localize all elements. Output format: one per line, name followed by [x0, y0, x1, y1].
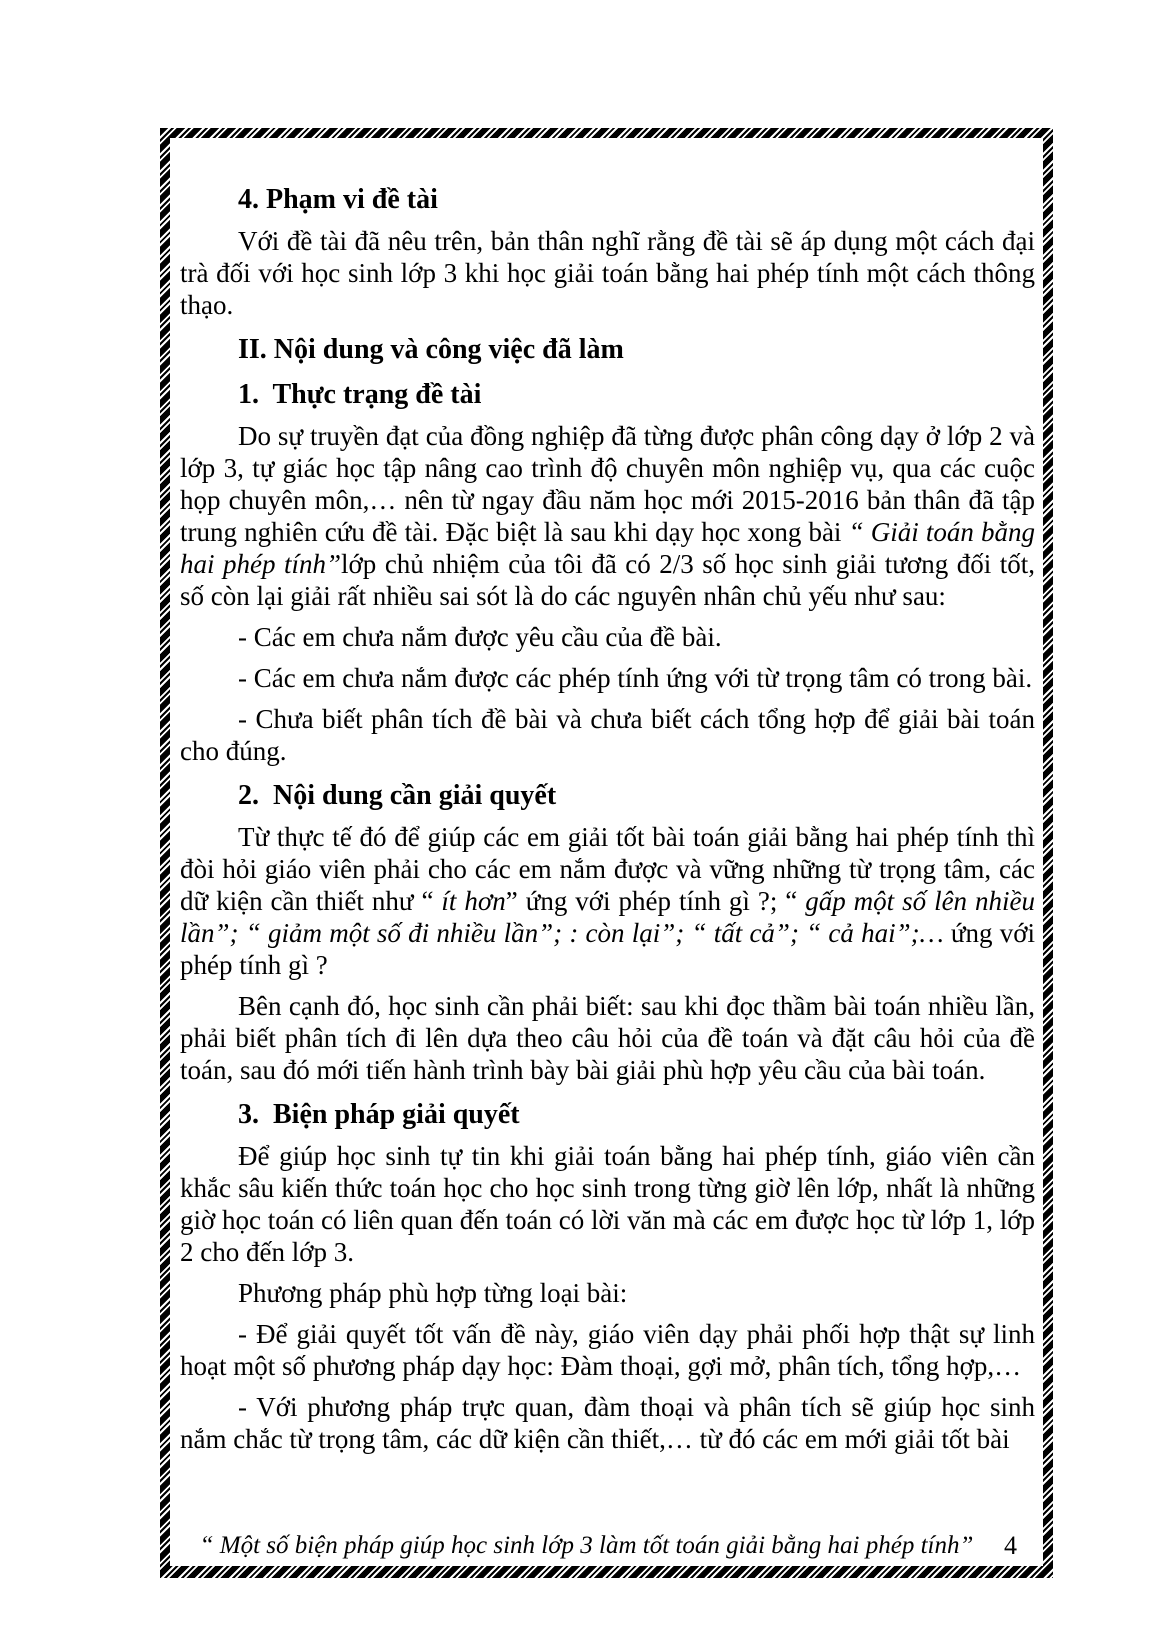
page-footer	[194, 1531, 1019, 1561]
paragraph-scope: Với đề tài đã nêu trên, bản thân nghĩ rằng đề tài sẽ áp dụng một cách đại trà đối với học sinh lớp 3 khi học giải toán bằng hai phép tính một cách thông thạo.	[180, 226, 1035, 320]
text-run: lớp chủ nhiệm của tôi đã có 2/3 số học sinh giải tương đối tốt, số còn lại giải rất nhiều sai sót là do các nguyên nhân chủ yếu như sau:	[180, 549, 1035, 611]
text-run: Từ thực tế đó để giúp các em giải tốt bài toán giải bằng hai phép tính thì đòi hỏi giáo viên phải cho các em nắm được và vững những từ trọng tâm, các dữ kiện cần thiết như “	[180, 822, 1035, 916]
heading-bien-phap-giai-quyet: 3. Biện pháp giải quyết	[238, 1099, 520, 1130]
bullet-item: - Để giải quyết tốt vấn đề này, giáo viên dạy phải phối hợp thật sự linh hoạt một số phương pháp dạy học: Đàm thoại, gợi mở, phân tích, tổng hợp,…	[180, 1319, 1035, 1381]
paragraph-giai-quyet	[180, 821, 1035, 981]
text-run: ” ứng với phép tính gì ?; “	[505, 886, 806, 916]
bullet-item: - Các em chưa nắm được các phép tính ứng với từ trọng tâm có trong bài.	[238, 663, 1033, 693]
text-run-italic-keyword: ít hơn	[441, 886, 506, 916]
document-body	[180, 184, 1035, 1455]
page-number: 4	[1004, 1531, 1017, 1560]
heading-pham-vi-de-tai: 4. Phạm vi đề tài	[238, 184, 438, 215]
heading-noi-dung-va-cong-viec: II. Nội dung và công việc đã làm	[238, 334, 624, 365]
paragraph-ben-canh-do: Bên cạnh đó, học sinh cần phải biết: sau khi đọc thầm bài toán nhiều lần, phải biết phân tích đi lên dựa theo câu hỏi của đề toán và đặt câu hỏi của đề toán, sau đó mới tiến hành trình bày bài giải phù hợp yêu cầu của bài toán.	[180, 991, 1035, 1085]
page-content-area	[170, 138, 1043, 1566]
heading-thuc-trang-de-tai: 1. Thực trạng đề tài	[238, 379, 482, 410]
paragraph-bien-phap-2: Phương pháp phù hợp từng loại bài:	[238, 1278, 628, 1308]
text-run: Do sự truyền đạt của đồng nghiệp đã từng được phân công dạy ở lớp 2 và lớp 3, tự giác học tập nâng cao trình độ chuyên môn nghiệp vụ, qua các cuộc họp chuyên môn,… nên từ ngay đầu năm học mới 2015-2016 bản thân đã tập trung nghiên cứu đề tài. Đặc biệt là sau khi dạy học xong bài	[180, 421, 1035, 547]
heading-noi-dung-can-giai-quyet: 2. Nội dung cần giải quyết	[238, 780, 557, 811]
footer-document-title: “ Một số biện pháp giúp học sinh lớp 3 làm tốt toán giải bằng hai phép tính”	[199, 1532, 974, 1559]
paragraph-thuc-trang	[180, 420, 1035, 612]
bullet-item: - Chưa biết phân tích đề bài và chưa biết cách tổng hợp để giải bài toán cho đúng.	[180, 704, 1035, 766]
bullet-item: - Các em chưa nắm được yêu cầu của đề bài.	[238, 622, 722, 652]
decorative-hatched-border	[160, 128, 1053, 1578]
bullet-item: - Với phương pháp trực quan, đàm thoại và phân tích sẽ giúp học sinh nắm chắc từ trọng tâm, các dữ kiện cần thiết,… từ đó các em mới giải tốt bài	[180, 1392, 1035, 1454]
text-run-italic-lesson-title: “ Giải toán bằng hai phép tính”	[180, 517, 1035, 579]
paragraph-bien-phap-1: Để giúp học sinh tự tin khi giải toán bằng hai phép tính, giáo viên cần khắc sâu kiến thức toán học cho học sinh trong từng giờ lên lớp, nhất là những giờ học toán có liên quan đến toán có lời văn mà các em được học từ lớp 1, lớp 2 cho đến lớp 3.	[180, 1141, 1035, 1267]
text-run: ứng với phép tính gì ?	[180, 918, 1035, 980]
text-run-italic-keywords: gấp một số lên nhiều lần”; “ giảm một số đi nhiều lần”; : còn lại”; “ tất cả”; “ cả hai”;…	[180, 886, 1035, 948]
